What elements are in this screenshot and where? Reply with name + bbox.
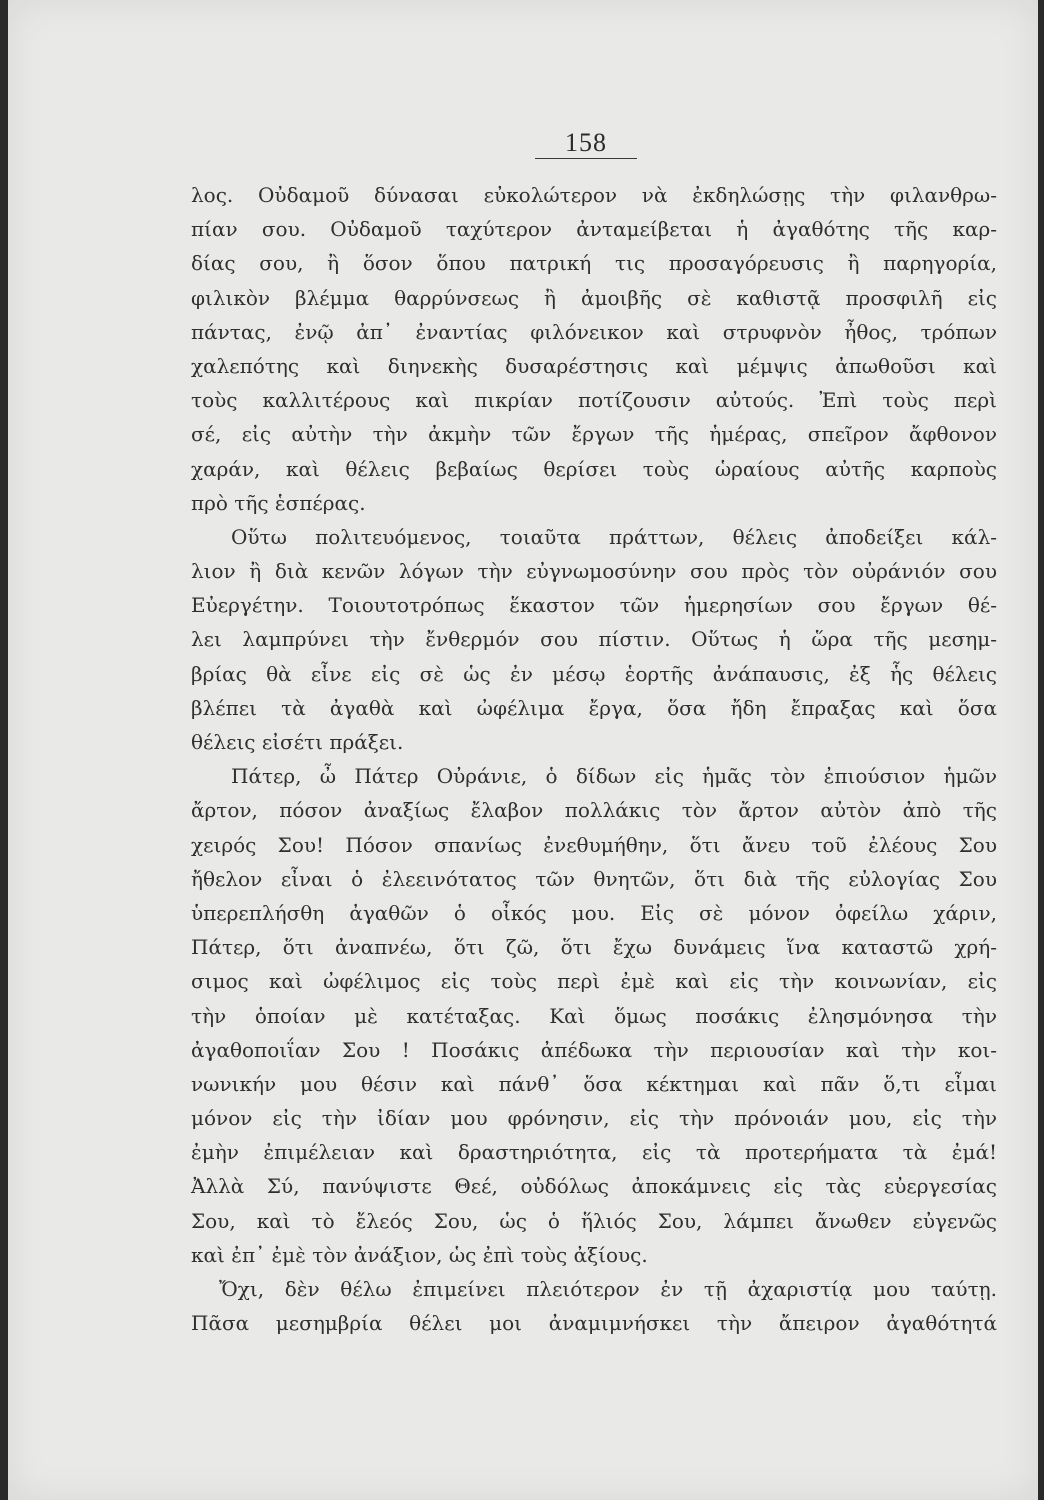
text-line: Πάτερ, ὅτι ἀναπνέω, ὅτι ζῶ, ὅτι ἔχω δυνάμεις ἵνα καταστῶ χρή- xyxy=(191,935,997,960)
text-line: θέλεις εἰσέτι πράξει. xyxy=(191,730,404,754)
body-text xyxy=(191,178,997,1340)
book-page xyxy=(8,0,1038,1500)
text-line: λιον ἢ διὰ κενῶν λόγων τὴν εὐγνωμοσύνην σου πρὸς τὸν οὐράνιόν σου xyxy=(191,559,997,584)
text-line: χειρός Σου! Πόσον σπανίως ἐνεθυμήθην, ὅτι ἄνευ τοῦ ἐλέους Σου xyxy=(191,832,997,857)
paragraph-3 xyxy=(191,759,997,1272)
text-line: πίαν σου. Οὐδαμοῦ ταχύτερον ἀνταμείβεται ἡ ἀγαθότης τῆς καρ- xyxy=(191,217,997,242)
text-line: ἀγαθοποιΐαν Σου ! Ποσάκις ἀπέδωκα τὴν περιουσίαν καὶ τὴν κοι- xyxy=(191,1037,997,1062)
text-line: Σου, καὶ τὸ ἔλεός Σου, ὡς ὁ ἥλιός Σου, λάμπει ἄνωθεν εὐγενῶς xyxy=(191,1208,997,1233)
text-line: λος. Οὐδαμοῦ δύνασαι εὐκολώτερον νὰ ἐκδηλώσῃς τὴν φιλανθρω- xyxy=(191,183,997,207)
text-line: τοὺς καλλιτέρους καὶ πικρίαν ποτίζουσιν αὐτούς. Ἐπὶ τοὺς περὶ xyxy=(191,388,997,413)
text-line: Πᾶσα μεσημβρία θέλει μοι ἀναμιμνήσκει τὴν ἄπειρον ἀγαθότητά xyxy=(191,1311,997,1336)
text-line: Ἀλλὰ Σύ, πανύψιστε Θεέ, οὐδόλως ἀποκάμνεις εἰς τὰς εὐεργεσίας xyxy=(191,1174,997,1199)
text-line: πρὸ τῆς ἑσπέρας. xyxy=(191,490,366,515)
text-line: φιλικὸν βλέμμα θαρρύνσεως ἢ ἀμοιβῆς σὲ καθιστᾷ προσφιλῆ εἰς xyxy=(191,285,997,310)
text-line: χαράν, καὶ θέλεις βεβαίως θερίσει τοὺς ὡραίους αὐτῆς καρποὺς xyxy=(191,456,997,481)
text-line: πάντας, ἐνῷ ἀπ᾽ ἐναντίας φιλόνεικον καὶ στρυφνὸν ἦθος, τρόπων xyxy=(191,319,997,344)
text-line: ἐμὴν ἐπιμέλειαν καὶ δραστηριότητα, εἰς τὰ προτερήματα τὰ ἐμά! xyxy=(191,1140,997,1165)
text-line: σιμος καὶ ὠφέλιμος εἰς τοὺς περὶ ἐμὲ καὶ εἰς τὴν κοινωνίαν, εἰς xyxy=(191,969,997,994)
text-line: Οὕτω πολιτευόμενος, τοιαῦτα πράττων, θέλεις ἀποδείξει κάλ- xyxy=(231,524,997,549)
text-line: Πάτερ, ὦ Πάτερ Οὐράνιε, ὁ δίδων εἰς ἡμᾶς τὸν ἐπιούσιον ἡμῶν xyxy=(231,764,997,789)
text-line: Ὄχι, δὲν θέλω ἐπιμείνει πλειότερον ἐν τῇ ἀχαριστίᾳ μου ταύτῃ. xyxy=(219,1277,997,1301)
text-line: ἤθελον εἶναι ὁ ἐλεεινότατος τῶν θνητῶν, ὅτι διὰ τῆς εὐλογίας Σου xyxy=(191,866,997,891)
page-number-rule xyxy=(535,158,637,159)
text-line: λει λαμπρύνει τὴν ἔνθερμόν σου πίστιν. Οὕτως ἡ ὥρα τῆς μεσημ- xyxy=(191,627,997,652)
text-line: δίας σου, ἢ ὅσον ὅπου πατρική τις προσαγόρευσις ἢ παρηγορία, xyxy=(191,251,997,276)
paragraph-4 xyxy=(191,1272,997,1340)
text-line: νωνικήν μου θέσιν καὶ πάνθ᾽ ὅσα κέκτημαι καὶ πᾶν ὅ,τι εἶμαι xyxy=(191,1071,997,1096)
paragraph-2 xyxy=(191,520,997,759)
text-line: ἄρτον, πόσον ἀναξίως ἔλαβον πολλάκις τὸν ἄρτον αὐτὸν ἀπὸ τῆς xyxy=(191,798,997,823)
text-line: σέ, εἰς αὐτὴν τὴν ἀκμὴν τῶν ἔργων τῆς ἡμέρας, σπεῖρον ἄφθονον xyxy=(191,422,997,447)
text-line: τὴν ὁποίαν μὲ κατέταξας. Καὶ ὅμως ποσάκις ἐλησμόνησα τὴν xyxy=(191,1003,997,1028)
text-line: Εὐεργέτην. Τοιουτοτρόπως ἕκαστον τῶν ἡμερησίων σου ἔργων θέ- xyxy=(191,593,997,618)
text-line: μόνον εἰς τὴν ἰδίαν μου φρόνησιν, εἰς τὴν πρόνοιάν μου, εἰς τὴν xyxy=(191,1106,997,1131)
paragraph-1 xyxy=(191,178,997,520)
text-line: βλέπει τὰ ἀγαθὰ καὶ ὠφέλιμα ἔργα, ὅσα ἤδη ἔπραξας καὶ ὅσα xyxy=(191,695,997,720)
text-line: βρίας θὰ εἶνε εἰς σὲ ὡς ἐν μέσῳ ἑορτῆς ἀνάπαυσις, ἐξ ἧς θέλεις xyxy=(191,661,997,686)
text-line: χαλεπότης καὶ διηνεκὴς δυσαρέστησις καὶ μέμψις ἀπωθοῦσι καὶ xyxy=(191,353,997,378)
page-number: 158 xyxy=(565,128,607,157)
text-line: ὑπερεπλήσθη ἀγαθῶν ὁ οἶκός μου. Εἰς σὲ μόνον ὀφείλω χάριν, xyxy=(191,900,997,925)
text-line: καὶ ἐπ᾽ ἐμὲ τὸν ἀνάξιον, ὡς ἐπὶ τοὺς ἀξίους. xyxy=(191,1242,648,1267)
